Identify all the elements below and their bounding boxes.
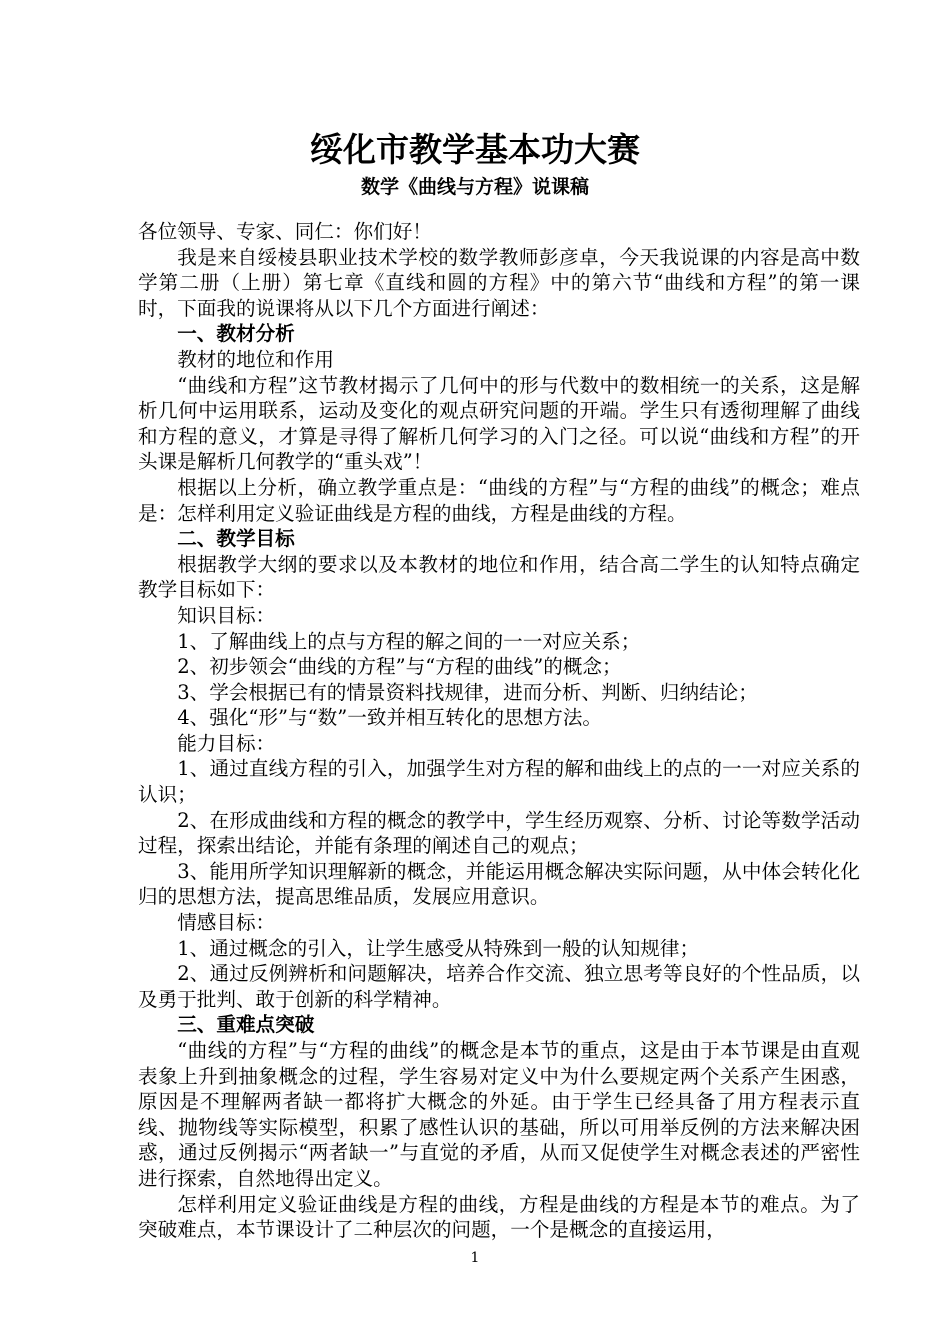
body-paragraph: 知识目标： [177,603,276,627]
body-paragraph: 1、通过直线方程的引入，加强学生对方程的解和曲线上的点的一一对应关系的认识； [138,757,860,807]
page-number: 1 [470,1250,480,1266]
body-paragraph: 1、通过概念的引入，让学生感受从特殊到一般的认知规律； [177,936,700,960]
body-paragraph: 我是来自绥棱县职业技术学校的数学教师彭彦卓，今天我说课的内容是高中数学第二册（上册）第七章《直线和圆的方程》中的第六节“曲线和方程”的第一课时，下面我的说课将从以下几个方面进行阐述： [138,245,860,320]
salutation: 各位领导、专家、同仁：你们好！ [138,220,432,243]
body-paragraph: 2、初步领会“曲线的方程”与“方程的曲线”的概念； [177,655,622,679]
body-paragraph: 怎样利用定义验证曲线是方程的曲线，方程是曲线的方程是本节的难点。为了突破难点，本节课设计了二种层次的问题，一个是概念的直接运用， [138,1192,860,1242]
body-paragraph: 教材的地位和作用 [177,347,334,371]
body-paragraph: 3、能用所学知识理解新的概念，并能运用概念解决实际问题，从中体会转化化归的思想方法，提高思维品质，发展应用意识。 [138,859,860,909]
document-body [138,219,860,1243]
body-paragraph: 2、通过反例辨析和问题解决，培养合作交流、独立思考等良好的个性品质，以及勇于批判、敢于创新的科学精神。 [138,962,860,1011]
body-paragraph: 4、强化“形”与“数”一致并相互转化的思想方法。 [177,706,603,730]
body-paragraph: 根据教学大纲的要求以及本教材的地位和作用，结合高二学生的认知特点确定教学目标如下： [138,552,860,602]
body-paragraph: “曲线和方程”这节教材揭示了几何中的形与代数中的数相统一的关系，这是解析几何中运用联系，运动及变化的观点研究问题的开端。学生只有透彻理解了曲线和方程的意义，才算是寻得了解析几何学习的入门之径。可以说“曲线和方程”的开头课是解析几何教学的“重头戏”！ [138,373,860,474]
section-heading: 一、教材分析 [177,322,295,346]
document-subtitle: 数学《曲线与方程》说课稿 [360,176,589,198]
body-paragraph: 2、在形成曲线和方程的概念的教学中，学生经历观察、分析、讨论等数学活动过程，探索出结论，并能有条理的阐述自己的观点； [138,808,860,858]
section-heading: 三、重难点突破 [177,1013,315,1037]
body-paragraph: 1、了解曲线上的点与方程的解之间的一一对应关系； [177,629,641,653]
body-paragraph: 根据以上分析，确立教学重点是：“曲线的方程”与“方程的曲线”的概念；难点是：怎样利用定义验证曲线是方程的曲线，方程是曲线的方程。 [138,475,860,525]
body-paragraph: 能力目标： [177,731,276,755]
body-paragraph: “曲线的方程”与“方程的曲线”的概念是本节的重点，这是由于本节课是由直观表象上升到抽象概念的过程，学生容易对定义中为什么要规定两个关系产生困惑，原因是不理解两者缺一都将扩大概念的外延。由于学生已经具备了用方程表示直线、抛物线等实际模型，积累了感性认识的基础，所以可用举反例的方法来解决困惑，通过反例揭示“两者缺一”与直觉的矛盾，从而又促使学生对概念表述的严密性进行探索，自然地得出定义。 [138,1039,860,1190]
body-paragraph: 3、学会根据已有的情景资料找规律，进而分析、判断、归纳结论； [177,680,758,704]
section-heading: 二、教学目标 [177,527,295,551]
document-title: 绥化市教学基本功大赛 [310,130,640,169]
body-paragraph: 情感目标： [177,911,276,935]
